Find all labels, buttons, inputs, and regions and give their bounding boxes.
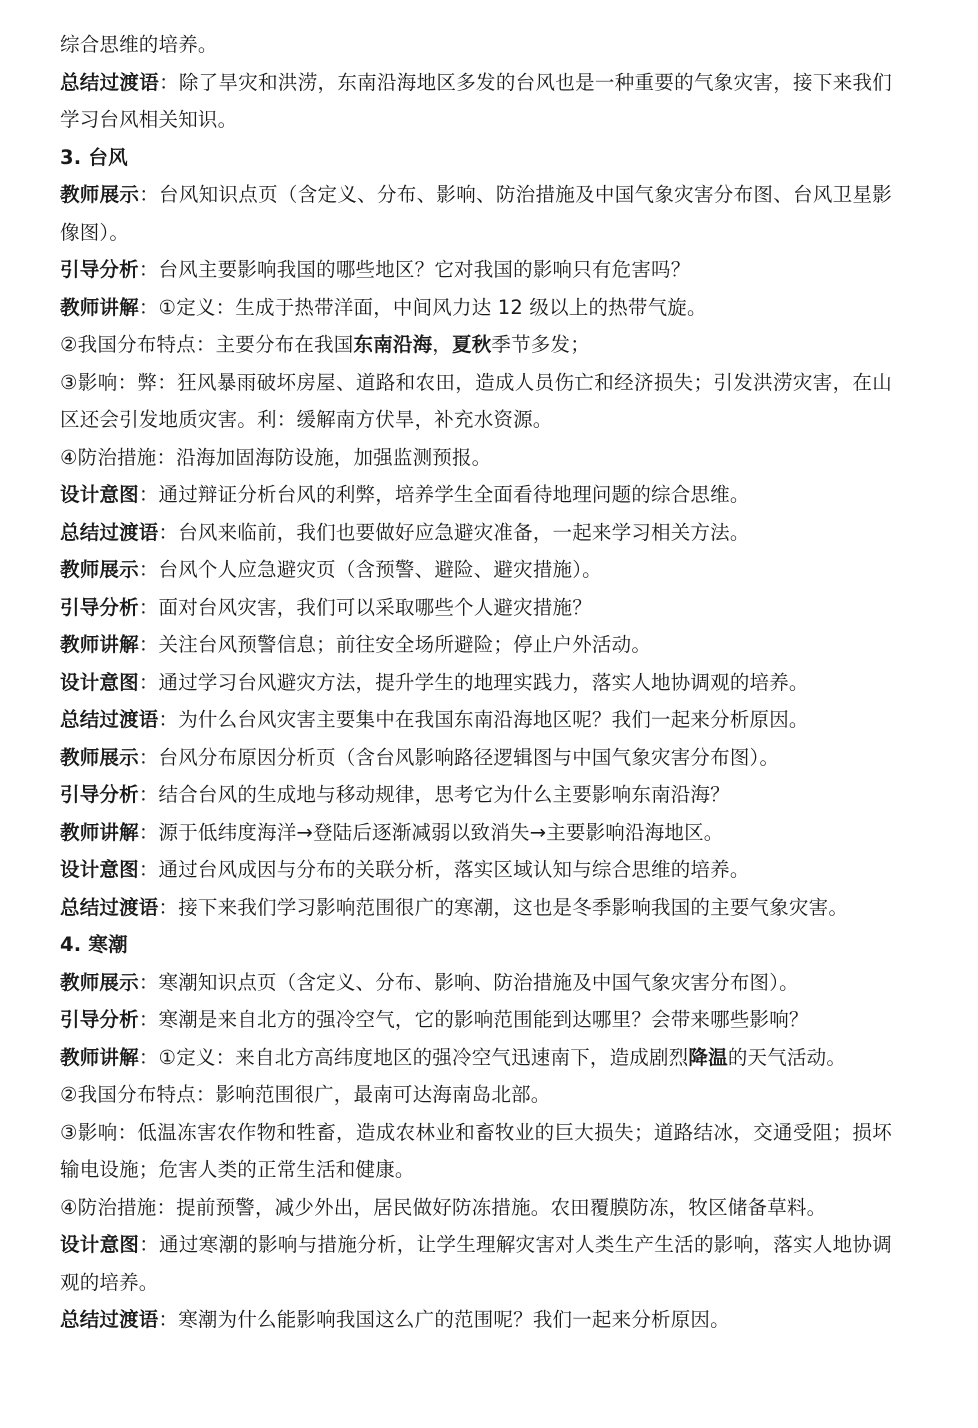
paragraph-label: 总结过渡语 — [60, 1308, 159, 1331]
paragraph-label: 引导分析 — [60, 1008, 139, 1031]
paragraph-text: ：关注台风预警信息；前往安全场所避险；停止户外活动。 — [138, 633, 652, 656]
paragraph — [60, 251, 892, 289]
paragraph-text: ：①定义：生成于热带洋面，中间风力达 12 级以上的热带气旋。 — [138, 295, 707, 319]
paragraph-text: ：通过台风成因与分布的关联分析，落实区域认知与综合思维的培养。 — [138, 858, 750, 881]
paragraph-text: ：接下来我们学习影响范围很广的寒潮，这也是冬季影响我国的主要气象灾害。 — [158, 895, 849, 919]
paragraph — [60, 476, 892, 514]
paragraph-text: ：源于低纬度海洋→登陆后逐渐减弱以致消失→主要影响沿海地区。 — [138, 820, 724, 844]
paragraph — [60, 289, 892, 327]
bold-text: 3. 台风 — [60, 145, 128, 169]
paragraph-text: ：通过辩证分析台风的利弊，培养学生全面看待地理问题的综合思维。 — [138, 483, 750, 506]
paragraph-text: ：寒潮为什么能影响我国这么广的范围呢？我们一起来分析原因。 — [158, 1308, 730, 1331]
paragraph-text: ：①定义：来自北方高纬度地区的强冷空气迅速南下，造成剧烈 — [138, 1045, 689, 1069]
paragraph — [60, 26, 892, 64]
paragraph-label: 教师展示 — [60, 183, 140, 206]
paragraph-label: 引导分析 — [60, 783, 139, 806]
paragraph-label: 教师讲解 — [60, 1045, 139, 1069]
paragraph-label: 设计意图 — [60, 858, 139, 881]
paragraph — [60, 664, 892, 702]
paragraph — [60, 64, 892, 139]
paragraph-text: ④防治措施：沿海加固海防设施，加强监测预报。 — [60, 445, 492, 469]
paragraph — [60, 776, 892, 814]
paragraph-text: ：台风分布原因分析页（含台风影响路径逻辑图与中国气象灾害分布图）。 — [138, 745, 780, 769]
paragraph-label: 教师讲解 — [60, 820, 139, 844]
paragraph — [60, 439, 892, 477]
paragraph-text: ：结合台风的生成地与移动规律，思考它为什么主要影响东南沿海？ — [138, 783, 730, 806]
paragraph-label: 教师展示 — [60, 970, 139, 994]
bold-text: 东南沿海 — [353, 333, 433, 356]
section-heading — [60, 926, 892, 964]
paragraph-text: ④防治措施：提前预警，减少外出，居民做好防冻措施。农田覆膜防冻，牧区储备草料。 — [60, 1195, 827, 1219]
paragraph-label: 设计意图 — [60, 670, 139, 694]
paragraph-text: ：寒潮是来自北方的强冷空气，它的影响范围能到达哪里？会带来哪些影响？ — [138, 1008, 809, 1031]
paragraph-text: 季节多发； — [491, 333, 590, 356]
paragraph — [60, 1001, 892, 1039]
paragraph-text: ③影响：低温冻害农作物和牲畜，造成农林业和畜牧业的巨大损失；道路结冰，交通受阻；损坏输电设施；危害人类的正常生活和健康。 — [60, 1120, 892, 1181]
bold-text: 夏秋 — [452, 333, 492, 356]
paragraph-label: 教师讲解 — [60, 633, 139, 656]
paragraph — [60, 1301, 892, 1339]
paragraph — [60, 626, 892, 664]
paragraph — [60, 364, 892, 439]
paragraph — [60, 326, 892, 364]
paragraph — [60, 176, 892, 251]
paragraph-text: ③影响：弊：狂风暴雨破坏房屋、道路和农田，造成人员伤亡和经济损失；引发洪涝灾害，在山区还会引发地质灾害。利：缓解南方伏旱，补充水资源。 — [60, 370, 892, 431]
paragraph — [60, 701, 892, 739]
paragraph — [60, 1226, 892, 1301]
paragraph — [60, 739, 892, 777]
paragraph-text: ：除了旱灾和洪涝，东南沿海地区多发的台风也是一种重要的气象灾害，接下来我们学习台风相关知识。 — [60, 70, 892, 131]
paragraph — [60, 589, 892, 627]
paragraph-text: ， — [432, 333, 452, 356]
paragraph-text: ②我国分布特点：影响范围很广，最南可达海南岛北部。 — [60, 1083, 551, 1106]
paragraph-label: 教师讲解 — [60, 295, 139, 319]
section-heading — [60, 139, 892, 177]
paragraph-text: ：为什么台风灾害主要集中在我国东南沿海地区呢？我们一起来分析原因。 — [158, 708, 809, 731]
paragraph-text: ：台风个人应急避灾页（含预警、避险、避灾措施）。 — [138, 558, 602, 581]
paragraph — [60, 1039, 892, 1077]
paragraph-text: ：面对台风灾害，我们可以采取哪些个人避灾措施？ — [138, 595, 592, 619]
paragraph-text: ：通过学习台风避灾方法，提升学生的地理实践力，落实人地协调观的培养。 — [138, 670, 809, 694]
bold-text: 降温 — [688, 1045, 728, 1069]
paragraph-label: 总结过渡语 — [60, 708, 159, 731]
paragraph — [60, 1189, 892, 1227]
paragraph-text: 的天气活动。 — [727, 1045, 847, 1069]
paragraph — [60, 964, 892, 1002]
paragraph-label: 引导分析 — [60, 595, 139, 619]
paragraph-label: 教师展示 — [60, 558, 139, 581]
paragraph-label: 引导分析 — [60, 258, 139, 281]
paragraph-text: ②我国分布特点：主要分布在我国 — [60, 333, 354, 356]
paragraph — [60, 889, 892, 927]
paragraph — [60, 851, 892, 889]
paragraph-label: 总结过渡语 — [60, 895, 159, 919]
paragraph-text: 综合思维的培养。 — [60, 33, 218, 56]
bold-text: 4. 寒潮 — [60, 933, 128, 956]
paragraph-text: ：台风知识点页（含定义、分布、影响、防治措施及中国气象灾害分布图、台风卫星影像图）。 — [60, 183, 892, 244]
paragraph-text: ：台风主要影响我国的哪些地区？它对我国的影响只有危害吗？ — [138, 258, 691, 281]
paragraph-label: 总结过渡语 — [60, 70, 160, 94]
paragraph-text: ：寒潮知识点页（含定义、分布、影响、防治措施及中国气象灾害分布图）。 — [138, 970, 799, 994]
paragraph-label: 教师展示 — [60, 745, 139, 769]
paragraph-label: 设计意图 — [60, 1233, 140, 1256]
paragraph-text: ：台风来临前，我们也要做好应急避灾准备，一起来学习相关方法。 — [158, 520, 750, 544]
paragraph — [60, 1114, 892, 1189]
paragraph-text: ：通过寒潮的影响与措施分析，让学生理解灾害对人类生产生活的影响，落实人地协调观的培养。 — [60, 1233, 892, 1294]
paragraph — [60, 551, 892, 589]
document-body — [60, 26, 892, 1339]
paragraph-label: 总结过渡语 — [60, 520, 159, 544]
paragraph-label: 设计意图 — [60, 483, 139, 506]
paragraph — [60, 514, 892, 552]
paragraph — [60, 1076, 892, 1114]
paragraph — [60, 814, 892, 852]
